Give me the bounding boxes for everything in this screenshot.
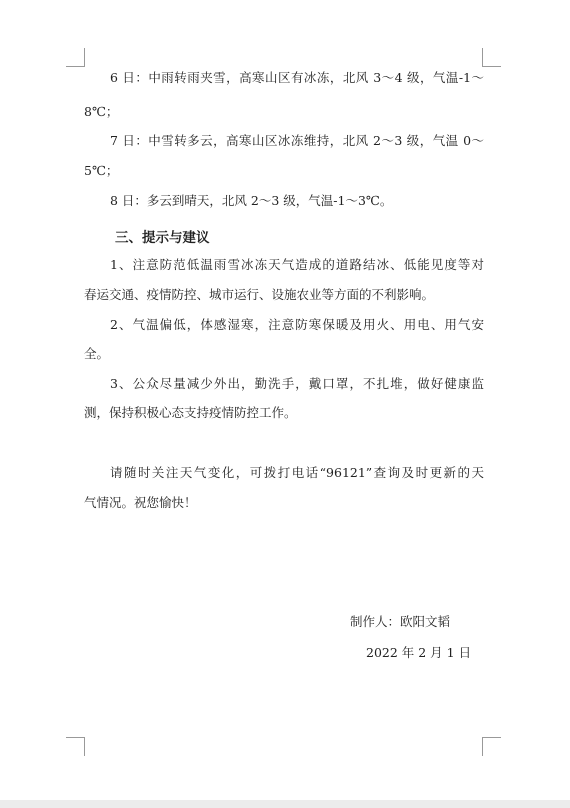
crop-mark-top-left [66,48,85,67]
advice-item2-line1: 2、气温偏低，体感湿寒，注意防寒保暖及用火、用电、用气安 [110,317,484,332]
forecast-day6-line2: 8℃； [84,104,119,119]
section-heading: 三、提示与建议 [115,230,210,246]
page-gap [0,800,570,808]
document-date: 2022 年 2 月 1 日 [366,645,472,660]
forecast-day7-line2: 5℃； [84,163,119,178]
closing-line1: 请随时关注天气变化，可拨打电话“96121”查询及时更新的天 [110,465,484,480]
advice-item1-line2: 春运交通、疫情防控、城市运行、设施农业等方面的不利影响。 [84,287,435,302]
crop-mark-bottom-right [482,737,501,756]
author-signature: 制作人：欧阳文韬 [350,614,451,629]
closing-line2: 气情况。祝您愉快！ [84,495,197,510]
advice-item3-line2: 测，保持积极心态支持疫情防控工作。 [84,405,297,420]
crop-mark-top-right [482,48,501,67]
crop-mark-bottom-left [66,737,85,756]
forecast-day7-line1: 7 日：中雪转多云，高寒山区冰冻维持，北风 2～3 级，气温 0～ [110,133,484,148]
forecast-day6-line1: 6 日：中雨转雨夹雪，高寒山区有冰冻，北风 3～4 级，气温-1～ [110,70,484,85]
advice-item3-line1: 3、公众尽量减少外出，勤洗手，戴口罩，不扎堆，做好健康监 [110,376,484,391]
advice-item1-line1: 1、注意防范低温雨雪冰冻天气造成的道路结冰、低能见度等对 [110,257,484,272]
advice-item2-line2: 全。 [84,346,110,361]
forecast-day8-line: 8 日：多云到晴天，北风 2～3 级，气温-1～3℃。 [110,193,393,208]
